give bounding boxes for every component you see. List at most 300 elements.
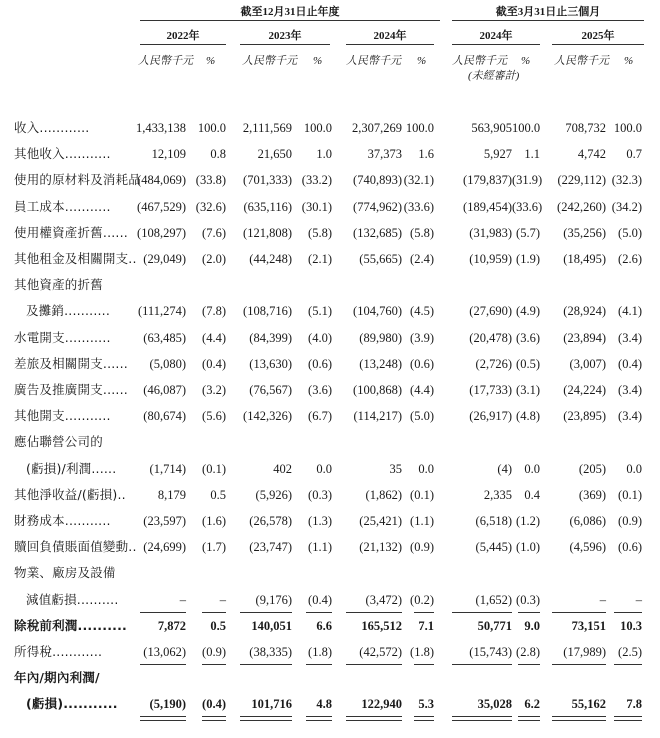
cell-pct-2023: (1.1) bbox=[308, 540, 332, 555]
cell-amount-2022: (46,087) bbox=[143, 383, 186, 397]
cell-amount-2022: (467,529) bbox=[137, 199, 186, 214]
table-row bbox=[0, 220, 660, 246]
cell-amount-2023 bbox=[226, 560, 292, 586]
unit-rmb-2022: 人民幣千元 bbox=[138, 55, 193, 67]
cell-pct-2024 bbox=[402, 272, 434, 298]
row-label: 其他收入........... bbox=[14, 146, 111, 162]
cell-pct-2024: (33.6) bbox=[403, 199, 434, 214]
cell-pct-2024 bbox=[402, 665, 434, 691]
cell-amount-2025-3m: (35,256) bbox=[563, 225, 606, 240]
cell-pct-2022: (7.6) bbox=[202, 225, 226, 240]
cell-pct-2024: (0.1) bbox=[410, 487, 434, 502]
cell-pct-2022: 0.5 bbox=[210, 487, 226, 502]
cell-amount-2024: 2,307,269 bbox=[352, 121, 402, 135]
cell-pct-2023 bbox=[292, 429, 332, 455]
cell-pct-2022: (33.8) bbox=[195, 173, 226, 188]
row-label: 廣告及推廣開支...... bbox=[14, 382, 128, 397]
cell-pct-2024: 0.0 bbox=[418, 461, 434, 476]
year-rule-2022 bbox=[140, 44, 226, 45]
cell-amount-2025-3m: (23,894) bbox=[563, 330, 606, 345]
cell-amount-2025-3m: (24,224) bbox=[563, 383, 606, 397]
cell-pct-2024-3m: 6.2 bbox=[524, 697, 540, 712]
cell-pct-2024: (0.9) bbox=[410, 540, 434, 555]
cell-pct-2022: (0.9) bbox=[202, 645, 226, 659]
cell-amount-2022: (1,714) bbox=[149, 461, 186, 476]
cell-pct-2024-3m bbox=[512, 560, 540, 586]
cell-amount-2023: (701,333) bbox=[243, 173, 292, 188]
cell-pct-2024: (5.8) bbox=[410, 225, 434, 240]
row-label: 其他租金及相關開支.. bbox=[14, 251, 137, 266]
cell-amount-2023: (26,578) bbox=[249, 514, 292, 528]
table-row bbox=[0, 246, 660, 272]
cell-pct-2025-3m: 0.0 bbox=[626, 461, 642, 476]
cell-amount-2022: (29,049) bbox=[143, 252, 186, 266]
cell-amount-2023: (23,747) bbox=[249, 540, 292, 555]
cell-amount-2024: 122,940 bbox=[361, 697, 402, 712]
cell-pct-2024-3m: (31.9) bbox=[512, 173, 543, 188]
subtotal-rule bbox=[552, 664, 606, 665]
row-label: 減值虧損.......... bbox=[26, 591, 119, 607]
cell-amount-2024-3m: 563,905 bbox=[471, 121, 512, 135]
subtotal-rule bbox=[518, 612, 540, 613]
cell-pct-2024: (0.2) bbox=[410, 592, 434, 607]
cell-amount-2024 bbox=[332, 272, 402, 298]
cell-amount-2023: 101,716 bbox=[251, 697, 292, 712]
cell-pct-2024: 7.1 bbox=[418, 618, 434, 633]
cell-amount-2024: 165,512 bbox=[361, 618, 402, 633]
cell-amount-2022: (108,297) bbox=[137, 225, 186, 240]
cell-amount-2022: (111,274) bbox=[137, 304, 186, 319]
cell-pct-2025-3m: (3.4) bbox=[618, 383, 642, 397]
row-label: 所得稅............ bbox=[14, 644, 103, 659]
cell-pct-2024-3m: (1.0) bbox=[516, 540, 540, 555]
table-row bbox=[0, 298, 660, 324]
year-header-2024: 2024年 bbox=[373, 30, 407, 42]
cell-amount-2024: (132,685) bbox=[353, 225, 402, 240]
cell-amount-2025-3m bbox=[548, 665, 606, 691]
cell-pct-2023: (30.1) bbox=[301, 199, 332, 214]
cell-amount-2024: (774,962) bbox=[353, 199, 402, 214]
year-header-2025-3m: 2025年 bbox=[581, 30, 615, 42]
cell-pct-2023: (0.4) bbox=[308, 592, 332, 607]
subtotal-rule bbox=[614, 664, 642, 665]
total-double-rule bbox=[306, 716, 332, 721]
row-label: 水電開支........... bbox=[14, 329, 111, 345]
row-label: (虧損)........... bbox=[26, 696, 118, 712]
subtotal-rule bbox=[414, 664, 434, 665]
subtotal-rule bbox=[202, 612, 226, 613]
total-double-rule bbox=[518, 716, 540, 721]
cell-pct-2025-3m: (3.4) bbox=[618, 409, 642, 424]
row-label: (虧損)/利潤...... bbox=[26, 460, 117, 476]
group-rule-3m bbox=[452, 20, 644, 21]
cell-pct-2024-3m: (2.8) bbox=[516, 645, 540, 659]
cell-amount-2023: (108,716) bbox=[243, 304, 292, 319]
cell-pct-2024: (3.9) bbox=[410, 330, 434, 345]
cell-amount-2023: 21,650 bbox=[257, 147, 292, 162]
cell-amount-2024: (3,472) bbox=[365, 592, 402, 607]
total-double-rule bbox=[240, 716, 292, 721]
cell-amount-2024-3m: 2,335 bbox=[483, 487, 512, 502]
cell-amount-2023: (76,567) bbox=[249, 383, 292, 397]
cell-pct-2025-3m: (0.6) bbox=[618, 540, 642, 555]
cell-amount-2022: – bbox=[179, 592, 186, 607]
table-row bbox=[0, 167, 660, 193]
total-double-rule bbox=[140, 716, 186, 721]
cell-amount-2022: (23,597) bbox=[143, 514, 186, 528]
cell-pct-2025-3m: (32.3) bbox=[611, 173, 642, 188]
cell-pct-2024-3m: (0.3) bbox=[516, 592, 540, 607]
table-row bbox=[0, 691, 660, 717]
cell-amount-2024-3m: (4) bbox=[497, 461, 512, 476]
subtotal-rule bbox=[452, 612, 512, 613]
row-label: 收入............ bbox=[14, 120, 90, 135]
cell-pct-2025-3m: (3.4) bbox=[618, 330, 642, 345]
cell-pct-2022 bbox=[186, 665, 226, 691]
cell-amount-2022 bbox=[120, 429, 186, 455]
table-row bbox=[0, 534, 660, 560]
subtotal-rule bbox=[240, 664, 292, 665]
cell-amount-2025-3m: (28,924) bbox=[563, 304, 606, 319]
cell-amount-2025-3m: (18,495) bbox=[563, 252, 606, 266]
cell-amount-2024: (104,760) bbox=[353, 304, 402, 319]
cell-pct-2022 bbox=[186, 560, 226, 586]
cell-pct-2025-3m: 0.7 bbox=[626, 147, 642, 162]
cell-pct-2023: (3.6) bbox=[308, 383, 332, 397]
cell-amount-2022: (63,485) bbox=[143, 330, 186, 345]
table-row bbox=[0, 560, 660, 586]
year-header-2024-3m: 2024年 bbox=[479, 30, 513, 42]
subtotal-rule bbox=[346, 664, 402, 665]
cell-pct-2022: 0.8 bbox=[210, 147, 226, 162]
cell-amount-2025-3m: (242,260) bbox=[557, 199, 606, 214]
table-row bbox=[0, 456, 660, 482]
table-row bbox=[0, 403, 660, 429]
cell-amount-2024: (21,132) bbox=[359, 540, 402, 555]
cell-pct-2024-3m: (5.7) bbox=[516, 225, 540, 240]
cell-amount-2024-3m: (10,959) bbox=[469, 252, 512, 266]
cell-pct-2024-3m: 1.1 bbox=[524, 147, 540, 162]
year-rule-2025-3m bbox=[552, 44, 644, 45]
cell-amount-2025-3m: (4,596) bbox=[569, 540, 606, 555]
cell-pct-2024: (4.4) bbox=[410, 383, 434, 397]
unit-unaudited: (未經審計) bbox=[468, 70, 520, 82]
cell-amount-2025-3m: 55,162 bbox=[571, 697, 606, 712]
total-double-rule bbox=[202, 716, 226, 721]
table-row bbox=[0, 377, 660, 403]
table-row bbox=[0, 194, 660, 220]
cell-pct-2022: (0.4) bbox=[202, 356, 226, 371]
row-label: 除稅前利潤.......... bbox=[14, 617, 127, 633]
cell-pct-2024-3m: (33.6) bbox=[512, 199, 543, 214]
cell-pct-2023 bbox=[292, 665, 332, 691]
cell-pct-2025-3m bbox=[606, 560, 642, 586]
cell-amount-2023 bbox=[226, 429, 292, 455]
cell-pct-2023: (2.1) bbox=[308, 252, 332, 266]
cell-amount-2023: (44,248) bbox=[249, 252, 292, 266]
cell-amount-2024-3m: (26,917) bbox=[469, 409, 512, 424]
cell-pct-2024-3m: 0.4 bbox=[524, 487, 540, 502]
table-row bbox=[0, 351, 660, 377]
cell-amount-2025-3m: (3,007) bbox=[569, 356, 606, 371]
cell-amount-2022 bbox=[120, 665, 186, 691]
cell-amount-2024-3m: (6,518) bbox=[475, 514, 512, 528]
cell-amount-2025-3m: 4,742 bbox=[577, 147, 606, 162]
cell-amount-2024-3m: (189,454) bbox=[463, 199, 512, 214]
cell-amount-2024 bbox=[332, 665, 402, 691]
cell-amount-2022: 7,872 bbox=[157, 618, 186, 633]
cell-pct-2024-3m: (4.8) bbox=[516, 409, 540, 424]
cell-amount-2025-3m: (17,989) bbox=[563, 645, 606, 659]
cell-pct-2025-3m: (4.1) bbox=[618, 304, 642, 319]
table-row bbox=[0, 141, 660, 167]
cell-pct-2024-3m: (1.2) bbox=[516, 514, 540, 528]
cell-pct-2022: – bbox=[219, 592, 226, 607]
cell-amount-2024-3m: 5,927 bbox=[483, 147, 512, 162]
cell-pct-2024-3m bbox=[512, 665, 540, 691]
cell-pct-2024: (2.4) bbox=[410, 252, 434, 266]
cell-pct-2022: (1.7) bbox=[202, 540, 226, 555]
cell-pct-2024-3m bbox=[512, 272, 540, 298]
year-rule-2024-3m bbox=[452, 44, 540, 45]
cell-amount-2025-3m bbox=[548, 560, 606, 586]
cell-pct-2022: (4.4) bbox=[202, 330, 226, 345]
cell-pct-2025-3m: (5.0) bbox=[618, 225, 642, 240]
unit-rmb-2024-3m: 人民幣千元 bbox=[452, 55, 507, 67]
cell-pct-2024-3m: (0.5) bbox=[516, 356, 540, 371]
cell-amount-2024-3m bbox=[446, 429, 512, 455]
cell-pct-2025-3m bbox=[606, 272, 642, 298]
year-header-2022: 2022年 bbox=[166, 30, 200, 42]
cell-pct-2024 bbox=[402, 560, 434, 586]
cell-amount-2022: (5,080) bbox=[149, 356, 186, 371]
cell-amount-2024-3m: (27,690) bbox=[469, 304, 512, 319]
cell-amount-2022: (5,190) bbox=[149, 697, 186, 712]
row-label: 贖回負債賬面值變動.. bbox=[14, 539, 137, 555]
row-label: 其他開支........... bbox=[14, 408, 111, 424]
cell-amount-2022: (13,062) bbox=[143, 645, 186, 659]
cell-amount-2023: 2,111,569 bbox=[242, 121, 292, 135]
cell-pct-2023: (5.1) bbox=[308, 304, 332, 319]
cell-amount-2025-3m: (229,112) bbox=[557, 173, 606, 188]
cell-pct-2023: (4.0) bbox=[308, 330, 332, 345]
cell-pct-2022 bbox=[186, 429, 226, 455]
table-row bbox=[0, 482, 660, 508]
table-row bbox=[0, 665, 660, 691]
cell-amount-2024-3m: (2,726) bbox=[475, 356, 512, 371]
cell-amount-2023: (142,326) bbox=[243, 409, 292, 424]
cell-amount-2024: 37,373 bbox=[367, 147, 402, 162]
total-double-rule bbox=[614, 716, 642, 721]
cell-amount-2024: (100,868) bbox=[353, 383, 402, 397]
cell-pct-2022 bbox=[186, 272, 226, 298]
cell-amount-2024: (13,248) bbox=[359, 356, 402, 371]
cell-pct-2025-3m: 7.8 bbox=[626, 697, 642, 712]
header-three-month-group: 截至3月31日止三個月 bbox=[495, 6, 601, 18]
cell-pct-2023: (1.3) bbox=[308, 514, 332, 528]
cell-amount-2025-3m: 708,732 bbox=[565, 121, 606, 135]
cell-pct-2023: 6.6 bbox=[316, 618, 332, 633]
cell-pct-2022: (0.4) bbox=[202, 697, 226, 712]
cell-pct-2024-3m bbox=[512, 429, 540, 455]
cell-pct-2023: (0.6) bbox=[308, 356, 332, 371]
cell-amount-2025-3m: (23,895) bbox=[563, 409, 606, 424]
year-rule-2024 bbox=[346, 44, 434, 45]
subtotal-rule bbox=[306, 664, 332, 665]
cell-amount-2022: 8,179 bbox=[157, 487, 186, 502]
cell-amount-2024-3m bbox=[446, 272, 512, 298]
table-row bbox=[0, 587, 660, 613]
year-header-2023: 2023年 bbox=[268, 30, 302, 42]
cell-pct-2024-3m: (1.9) bbox=[516, 252, 540, 266]
unit-pct-2025-3m: % bbox=[624, 55, 634, 67]
unit-pct-2023: % bbox=[313, 55, 323, 67]
total-double-rule bbox=[552, 716, 606, 721]
cell-pct-2024: (4.5) bbox=[410, 304, 434, 319]
cell-pct-2024 bbox=[402, 429, 434, 455]
cell-pct-2025-3m: (0.4) bbox=[618, 356, 642, 371]
cell-pct-2023: 100.0 bbox=[303, 121, 332, 135]
cell-amount-2024 bbox=[332, 429, 402, 455]
cell-amount-2023: (13,630) bbox=[249, 356, 292, 371]
cell-amount-2022: (484,069) bbox=[137, 173, 186, 188]
cell-amount-2025-3m: (205) bbox=[578, 461, 606, 476]
cell-pct-2024-3m: 9.0 bbox=[524, 618, 540, 633]
cell-amount-2022: 1,433,138 bbox=[136, 121, 186, 135]
cell-amount-2024: (740,893) bbox=[353, 173, 402, 188]
unit-pct-2024-3m: % bbox=[521, 55, 531, 67]
cell-amount-2025-3m bbox=[548, 429, 606, 455]
cell-amount-2024-3m: (15,743) bbox=[469, 645, 512, 659]
subtotal-rule bbox=[452, 664, 512, 665]
cell-pct-2024-3m: (3.1) bbox=[516, 383, 540, 397]
cell-pct-2022: (1.6) bbox=[202, 514, 226, 528]
year-rule-2023 bbox=[240, 44, 330, 45]
row-label: 及攤銷........... bbox=[26, 303, 111, 319]
cell-pct-2024-3m: 100.0 bbox=[512, 121, 541, 135]
cell-pct-2024: (0.6) bbox=[410, 356, 434, 371]
cell-pct-2024: (5.0) bbox=[410, 409, 434, 424]
cell-pct-2023: 0.0 bbox=[316, 461, 332, 476]
cell-pct-2025-3m bbox=[606, 429, 642, 455]
cell-amount-2024-3m: 35,028 bbox=[477, 697, 512, 712]
cell-amount-2023: (38,335) bbox=[249, 645, 292, 659]
cell-amount-2024-3m bbox=[446, 560, 512, 586]
cell-pct-2025-3m bbox=[606, 665, 642, 691]
cell-amount-2024-3m: (1,652) bbox=[475, 592, 512, 607]
row-label: 使用權資產折舊...... bbox=[14, 224, 128, 240]
cell-pct-2022: 0.5 bbox=[210, 618, 226, 633]
cell-pct-2022: (0.1) bbox=[202, 461, 226, 476]
cell-amount-2024-3m: (17,733) bbox=[469, 383, 512, 397]
cell-pct-2024: 1.6 bbox=[418, 147, 434, 162]
subtotal-rule bbox=[306, 612, 332, 613]
cell-amount-2022: (80,674) bbox=[143, 409, 186, 424]
total-double-rule bbox=[346, 716, 402, 721]
cell-amount-2023: (5,926) bbox=[255, 487, 292, 502]
unit-pct-2024: % bbox=[417, 55, 427, 67]
cell-amount-2024-3m: (179,837) bbox=[463, 173, 512, 188]
cell-pct-2023: (33.2) bbox=[301, 173, 332, 188]
cell-amount-2022: 12,109 bbox=[151, 147, 186, 162]
row-label: 應佔聯營公司的 bbox=[14, 434, 103, 450]
cell-pct-2024: (1.1) bbox=[410, 514, 434, 528]
row-label: 其他淨收益/(虧損).. bbox=[14, 486, 126, 502]
subtotal-rule bbox=[140, 664, 186, 665]
cell-amount-2023 bbox=[226, 272, 292, 298]
cell-pct-2023 bbox=[292, 272, 332, 298]
cell-amount-2024: (42,572) bbox=[359, 645, 402, 659]
row-label: 員工成本........... bbox=[14, 198, 111, 214]
cell-amount-2024-3m: (31,983) bbox=[469, 225, 512, 240]
cell-amount-2024: (1,862) bbox=[365, 487, 402, 502]
cell-amount-2024 bbox=[332, 560, 402, 586]
cell-pct-2024-3m: 0.0 bbox=[524, 461, 540, 476]
cell-pct-2025-3m: – bbox=[635, 592, 642, 607]
cell-amount-2024: (55,665) bbox=[359, 252, 402, 266]
cell-amount-2022 bbox=[120, 560, 186, 586]
cell-amount-2025-3m bbox=[548, 272, 606, 298]
cell-amount-2023: 140,051 bbox=[251, 618, 292, 633]
row-label: 財務成本........... bbox=[14, 513, 111, 528]
cell-amount-2025-3m: 73,151 bbox=[571, 618, 606, 633]
table-row bbox=[0, 325, 660, 351]
row-label: 使用的原材料及消耗品 bbox=[14, 172, 142, 188]
subtotal-rule bbox=[552, 612, 606, 613]
cell-pct-2022: (5.6) bbox=[202, 409, 226, 424]
unit-rmb-2023: 人民幣千元 bbox=[242, 55, 297, 67]
cell-pct-2023: 1.0 bbox=[316, 147, 332, 162]
header-fiscal-year-group: 截至12月31日止年度 bbox=[240, 6, 340, 18]
subtotal-rule bbox=[140, 612, 186, 613]
subtotal-rule bbox=[614, 612, 642, 613]
row-label: 物業、廠房及設備 bbox=[14, 565, 116, 581]
cell-amount-2025-3m: (369) bbox=[578, 487, 606, 502]
subtotal-rule bbox=[414, 612, 434, 613]
cell-pct-2025-3m: (2.5) bbox=[618, 645, 642, 659]
cell-amount-2024: (89,980) bbox=[359, 330, 402, 345]
table-row bbox=[0, 272, 660, 298]
total-double-rule bbox=[414, 716, 434, 721]
cell-pct-2024-3m: (4.9) bbox=[516, 304, 540, 319]
table-row bbox=[0, 429, 660, 455]
unit-pct-2022: % bbox=[206, 55, 216, 67]
cell-pct-2023: 4.8 bbox=[316, 697, 332, 712]
cell-pct-2024: 100.0 bbox=[405, 121, 434, 135]
cell-pct-2025-3m: (0.9) bbox=[618, 514, 642, 528]
cell-amount-2023: (635,116) bbox=[243, 199, 292, 214]
cell-pct-2025-3m: (2.6) bbox=[618, 252, 642, 266]
cell-pct-2024: (32.1) bbox=[403, 173, 434, 188]
cell-amount-2024: (25,421) bbox=[359, 514, 402, 528]
cell-amount-2023: (9,176) bbox=[255, 592, 292, 607]
table-row bbox=[0, 639, 660, 665]
cell-pct-2024-3m: (3.6) bbox=[516, 330, 540, 345]
cell-amount-2022: (24,699) bbox=[143, 540, 186, 555]
cell-amount-2024-3m: (20,478) bbox=[469, 330, 512, 345]
cell-pct-2025-3m: (0.1) bbox=[618, 487, 642, 502]
cell-pct-2024: 5.3 bbox=[418, 697, 434, 712]
cell-pct-2022: (7.8) bbox=[202, 304, 226, 319]
cell-pct-2023: (1.8) bbox=[308, 645, 332, 659]
cell-pct-2022: (32.6) bbox=[195, 199, 226, 214]
cell-pct-2022: (2.0) bbox=[202, 252, 226, 266]
cell-pct-2022: 100.0 bbox=[197, 121, 226, 135]
cell-pct-2024: (1.8) bbox=[410, 645, 434, 659]
unit-rmb-2025-3m: 人民幣千元 bbox=[554, 55, 609, 67]
cell-pct-2025-3m: (34.2) bbox=[611, 199, 642, 214]
cell-amount-2024: (114,217) bbox=[353, 409, 402, 424]
